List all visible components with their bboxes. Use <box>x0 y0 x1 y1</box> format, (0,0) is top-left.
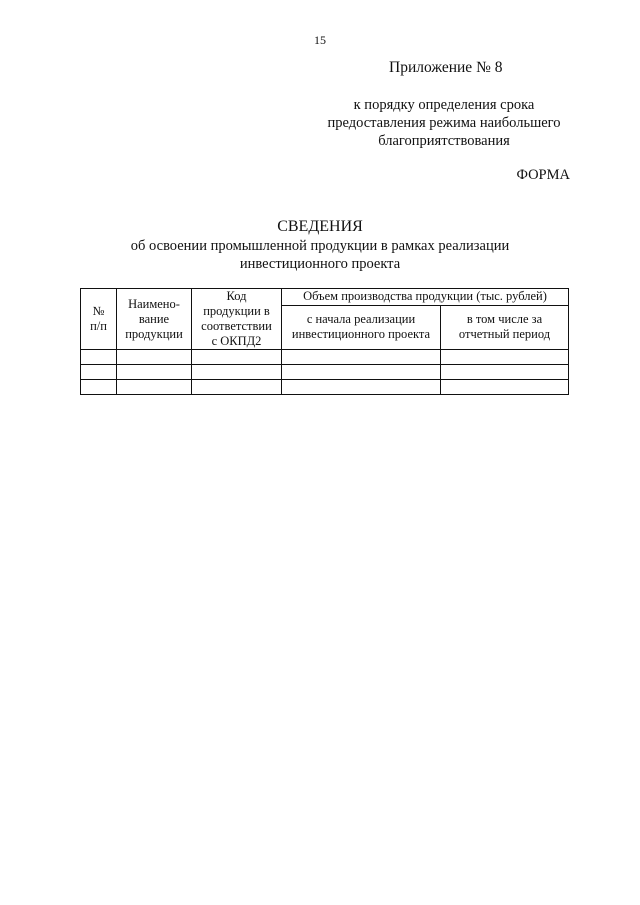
table-cell <box>282 380 441 395</box>
form-table <box>80 288 569 395</box>
table-cell <box>441 365 569 380</box>
table-cell <box>117 365 192 380</box>
table-cell <box>282 350 441 365</box>
table-cell <box>282 365 441 380</box>
header-product-code: Код продукции в соответствии с ОКПД2 <box>192 289 282 350</box>
header-since-project-start: с начала реализации инвестиционного проекта <box>282 305 441 349</box>
table-cell <box>81 350 117 365</box>
table-cell <box>441 380 569 395</box>
document-title: СВЕДЕНИЯ <box>277 218 363 235</box>
table-cell <box>192 380 282 395</box>
header-number: № п/п <box>81 289 117 350</box>
table-cell <box>441 350 569 365</box>
header-reporting-period: в том числе за отчетный период <box>441 305 569 349</box>
form-label: ФОРМА <box>516 167 570 183</box>
document-description: об освоении промышленной продукции в рамках реализации инвестиционного проекта <box>130 238 510 272</box>
table-cell <box>81 365 117 380</box>
appendix-heading: Приложение № 8 <box>389 59 503 76</box>
table-row <box>81 365 569 380</box>
table-cell <box>117 350 192 365</box>
table-cell <box>192 350 282 365</box>
page-number: 15 <box>314 33 326 47</box>
table-cell <box>81 380 117 395</box>
header-product-name: Наимено- вание продукции <box>117 289 192 350</box>
table-cell <box>117 380 192 395</box>
appendix-subtitle: к порядку определения срока предоставления режима наибольшего благоприятствования <box>327 97 561 149</box>
table-cell <box>192 365 282 380</box>
table-row <box>81 380 569 395</box>
header-production-volume: Объем производства продукции (тыс. рублей) <box>282 289 569 306</box>
table-row <box>81 350 569 365</box>
